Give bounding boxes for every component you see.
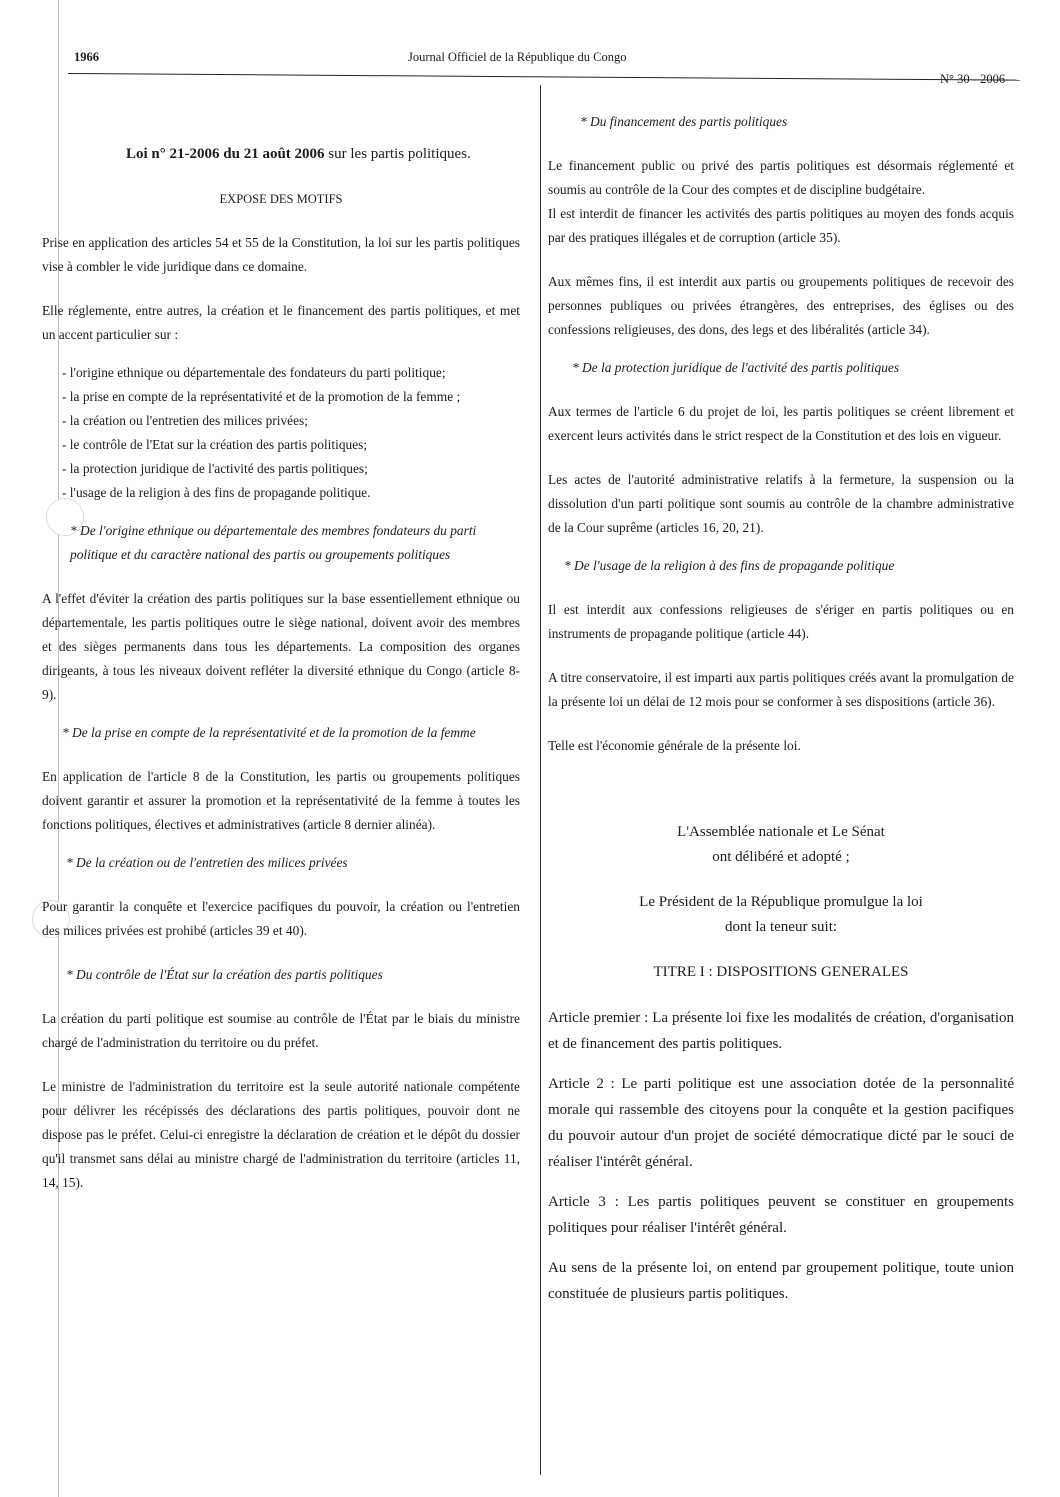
law-title: Loi n° 21-2006 du 21 août 2006 sur les partis politiques. <box>126 146 471 162</box>
paragraph: La création du parti politique est soumise au contrôle de l'État par le biais du ministre chargé de l'administration du territoire ou du préfet. <box>42 1011 520 1050</box>
header-rule <box>68 73 1020 81</box>
paragraph: Il est interdit aux confessions religieuses de s'ériger en partis politiques ou en instruments de propagande politique (article 44). <box>548 602 1014 641</box>
promulgation-line: dont la teneur suit: <box>724 919 838 935</box>
paragraph: A titre conservatoire, il est imparti aux partis politiques créés avant la promulgation de la présente loi un délai de 12 mois pour se conformer à ses dispositions (article 36). <box>548 670 1014 709</box>
paragraph: A l'effet d'éviter la création des partis politiques sur la base essentiellement ethnique ou départementale, les partis politiques outre le siège national, doivent avoir des membres et des sièges permanents dans tous les départements. La composition des organes dirigeants, à tous les niveaux doivent refléter la diversité ethnique du Congo (article 8-9). <box>42 591 520 702</box>
paragraph: Le ministre de l'administration du territoire est la seule autorité nationale compétente pour délivrer les récépissés des déclarations des partis politiques, pouvoir dont ne dispose pas le préfet. Celui-ci enregistre la déclaration de création et le dépôt du dossier qu'il transmet sans délai au ministre chargé de l'administration du territoire (articles 11, 14, 15). <box>42 1079 520 1190</box>
article: Article 2 : Le parti politique est une association dotée de la personnalité morale qui rassemble des citoyens pour la conquête et la gestion pacifiques du pouvoir autour d'un projet de société démocratique dicté par le souci de réaliser l'intérêt général. <box>548 1076 1014 1170</box>
left-column <box>42 142 520 1195</box>
list-item: - l'origine ethnique ou départementale des fondateurs du parti politique; <box>62 365 446 380</box>
paragraph: Telle est l'économie générale de la présente loi. <box>548 738 801 753</box>
paragraph: Au sens de la présente loi, on entend par groupement politique, toute union constituée de plusieurs partis politiques. <box>548 1260 1014 1302</box>
list-item: - la création ou l'entretien des milices privées; <box>62 413 308 428</box>
list-item: - le contrôle de l'Etat sur la création des partis politiques; <box>62 437 368 452</box>
journal-title: Journal Officiel de la République du Congo <box>408 50 627 64</box>
paragraph: Prise en application des articles 54 et 55 de la Constitution, la loi sur les partis politiques vise à combler le vide juridique dans ce domaine. <box>42 235 520 274</box>
section-heading: * De la prise en compte de la représentativité et de la promotion de la femme <box>62 725 476 740</box>
right-column <box>548 110 1014 1307</box>
paragraph: Le financement public ou privé des partis politiques est désormais réglementé et soumis au contrôle de la Cour des comptes et de discipline budgétaire. <box>548 158 1014 197</box>
section-heading: * De la création ou de l'entretien des milices privées <box>66 855 348 870</box>
list-item: - la prise en compte de la représentativité et de la promotion de la femme ; <box>62 389 461 404</box>
section-heading: * Du financement des partis politiques <box>580 114 788 129</box>
paragraph: En application de l'article 8 de la Constitution, les partis ou groupements politiques doivent garantir et assurer la promotion et la représentativité de la femme à toutes les fonctions politiques, électives et administratives (article 8 dernier alinéa). <box>42 769 520 832</box>
page-number: 1966 <box>74 50 99 64</box>
column-separator <box>540 85 541 1475</box>
paragraph: Pour garantir la conquête et l'exercice pacifiques du pouvoir, la création ou l'entretien des milices privées est prohibé (articles 39 et 40). <box>42 899 520 938</box>
expose-heading: EXPOSE DES MOTIFS <box>219 192 343 206</box>
section-heading: * De l'origine ethnique ou départementale des membres fondateurs du parti politique et du caractère national des partis ou groupements politiques <box>70 523 477 562</box>
article: Article premier : La présente loi fixe les modalités de création, d'organisation et de financement des partis politiques. <box>548 1010 1014 1052</box>
list-item: - l'usage de la religion à des fins de propagande politique. <box>62 485 371 500</box>
article: Article 3 : Les partis politiques peuvent se constituer en groupements politiques pour réaliser l'intérêt général. <box>548 1194 1014 1236</box>
issue-number: N° 30 - 2006 <box>940 72 1006 86</box>
assembly-line: ont délibéré et adopté ; <box>712 849 850 865</box>
titre-heading: TITRE I : DISPOSITIONS GENERALES <box>653 964 909 980</box>
bullet-list <box>42 361 520 505</box>
paragraph: Les actes de l'autorité administrative relatifs à la fermeture, la suspension ou la dissolution d'un parti politique sont soumis au contrôle de la chambre administrative de la Cour suprême (articles 16, 20, 21). <box>548 472 1014 535</box>
section-heading: * Du contrôle de l'État sur la création des partis politiques <box>66 967 383 982</box>
paragraph: Il est interdit de financer les activités des partis politiques au moyen des fonds acquis par des pratiques illégales et de corruption (article 35). <box>548 206 1014 245</box>
paragraph: Aux termes de l'article 6 du projet de loi, les partis politiques se créent librement et exercent leurs activités dans le strict respect de la Constitution et des lois en vigueur. <box>548 404 1014 443</box>
list-item: - la protection juridique de l'activité des partis politiques; <box>62 461 368 476</box>
paragraph: Elle réglemente, entre autres, la création et le financement des partis politiques, et met un accent particulier sur : <box>42 303 520 342</box>
promulgation-line: Le Président de la République promulgue la loi <box>639 894 923 910</box>
section-heading: * De la protection juridique de l'activité des partis politiques <box>572 360 900 375</box>
section-heading: * De l'usage de la religion à des fins de propagande politique <box>564 558 895 573</box>
paragraph: Aux mêmes fins, il est interdit aux partis ou groupements politiques de recevoir des personnes publiques ou privées étrangères, des entreprises, des églises ou des confessions religieuses, des dons, des legs et des libéralités (article 34). <box>548 274 1014 337</box>
assembly-line: L'Assemblée nationale et Le Sénat <box>677 824 885 840</box>
